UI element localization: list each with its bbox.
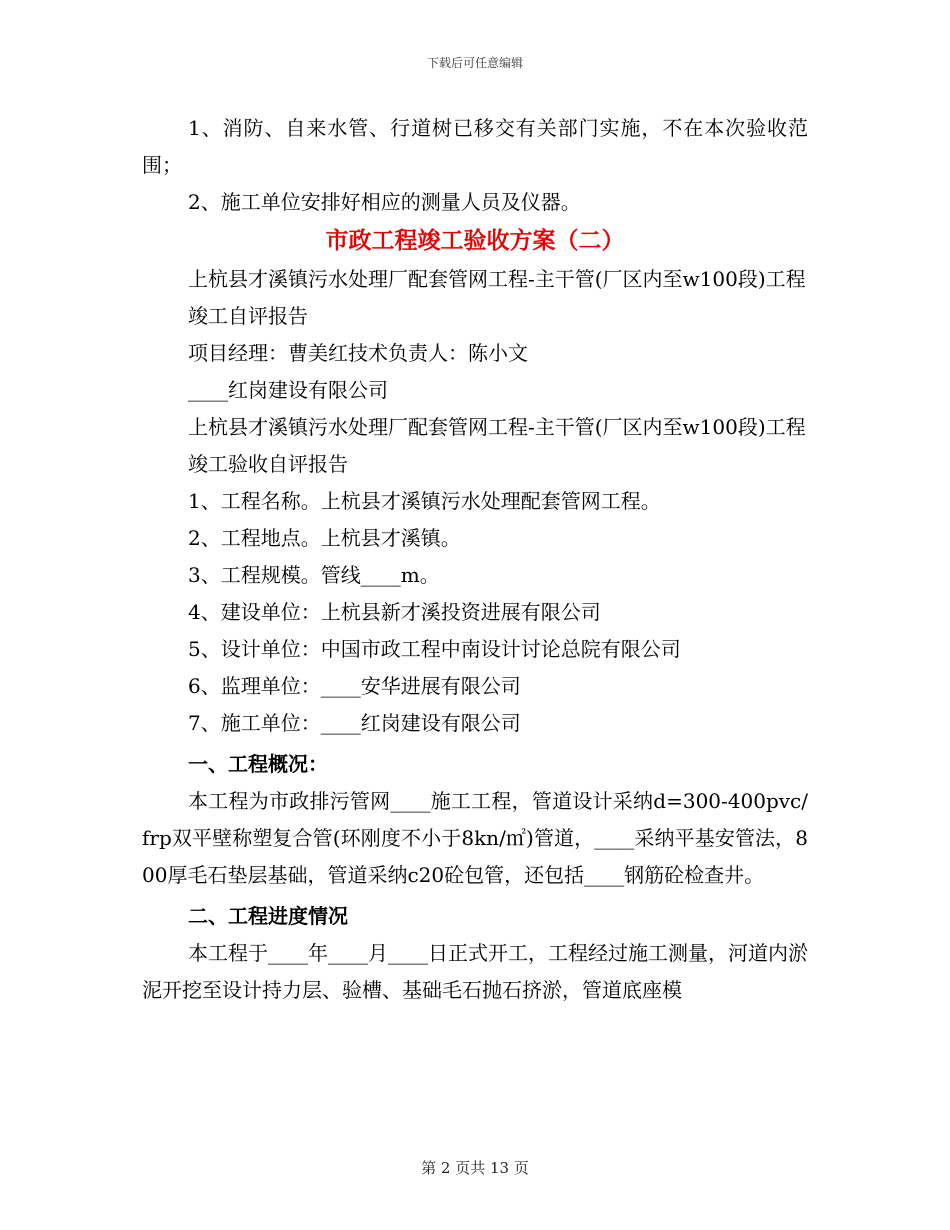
list-item-scale: 3、工程规模。管线____m。 xyxy=(188,563,440,587)
document-title: 市政工程竣工验收方案（二） xyxy=(325,227,625,254)
project-manager-line: 项目经理：曹美红技术负责人：陈小文 xyxy=(188,341,528,365)
page-header: 下载后可任意编辑 xyxy=(426,56,523,70)
project-name-1: 上杭县才溪镇污水处理厂配套管网工程-主干管(厂区内至w100段)工程 xyxy=(188,267,806,291)
list-item-location: 2、工程地点。上杭县才溪镇。 xyxy=(188,526,461,550)
page-footer: 第 2 页共 13 页 xyxy=(421,1159,529,1177)
section-heading-progress: 二、工程进度情况 xyxy=(188,904,348,928)
list-item-designer: 5、设计单位：中国市政工程中南设计讨论总院有限公司 xyxy=(188,637,681,661)
overview-paragraph: 本工程为市政排污管网____施工工程，管道设计采纳d=300-400pvc/frp双平壁称塑复合管(环刚度不小于8kn/㎡)管道，____采纳平基安管法，800厚毛石垫层基础，管道采纳c20砼包管，还包括____钢筋砼检查井。 xyxy=(142,789,808,887)
list-item-supervisor: 6、监理单位：____安华进展有限公司 xyxy=(188,674,521,698)
list-item-contractor: 7、施工单位：____红岗建设有限公司 xyxy=(188,711,521,735)
project-name-2: 上杭县才溪镇污水处理厂配套管网工程-主干管(厂区内至w100段)工程 xyxy=(188,415,806,439)
section-heading-overview: 一、工程概况： xyxy=(188,752,328,776)
intro-item-2: 2、施工单位安排好相应的测量人员及仪器。 xyxy=(188,190,581,214)
document-body xyxy=(142,110,808,1009)
report-title-2: 竣工验收自评报告 xyxy=(188,452,348,476)
progress-paragraph: 本工程于____年____月____日正式开工，工程经过施工测量，河道内淤泥开挖至设计持力层、验槽、基础毛石抛石挤淤，管道底座模 xyxy=(142,941,808,1002)
report-title-1: 竣工自评报告 xyxy=(188,304,308,328)
company-line: ____红岗建设有限公司 xyxy=(188,378,388,402)
intro-item-1: 1、消防、自来水管、行道树已移交有关部门实施，不在本次验收范围； xyxy=(142,116,808,177)
list-item-name: 1、工程名称。上杭县才溪镇污水处理配套管网工程。 xyxy=(188,489,661,513)
list-item-owner: 4、建设单位：上杭县新才溪投资进展有限公司 xyxy=(188,600,601,624)
